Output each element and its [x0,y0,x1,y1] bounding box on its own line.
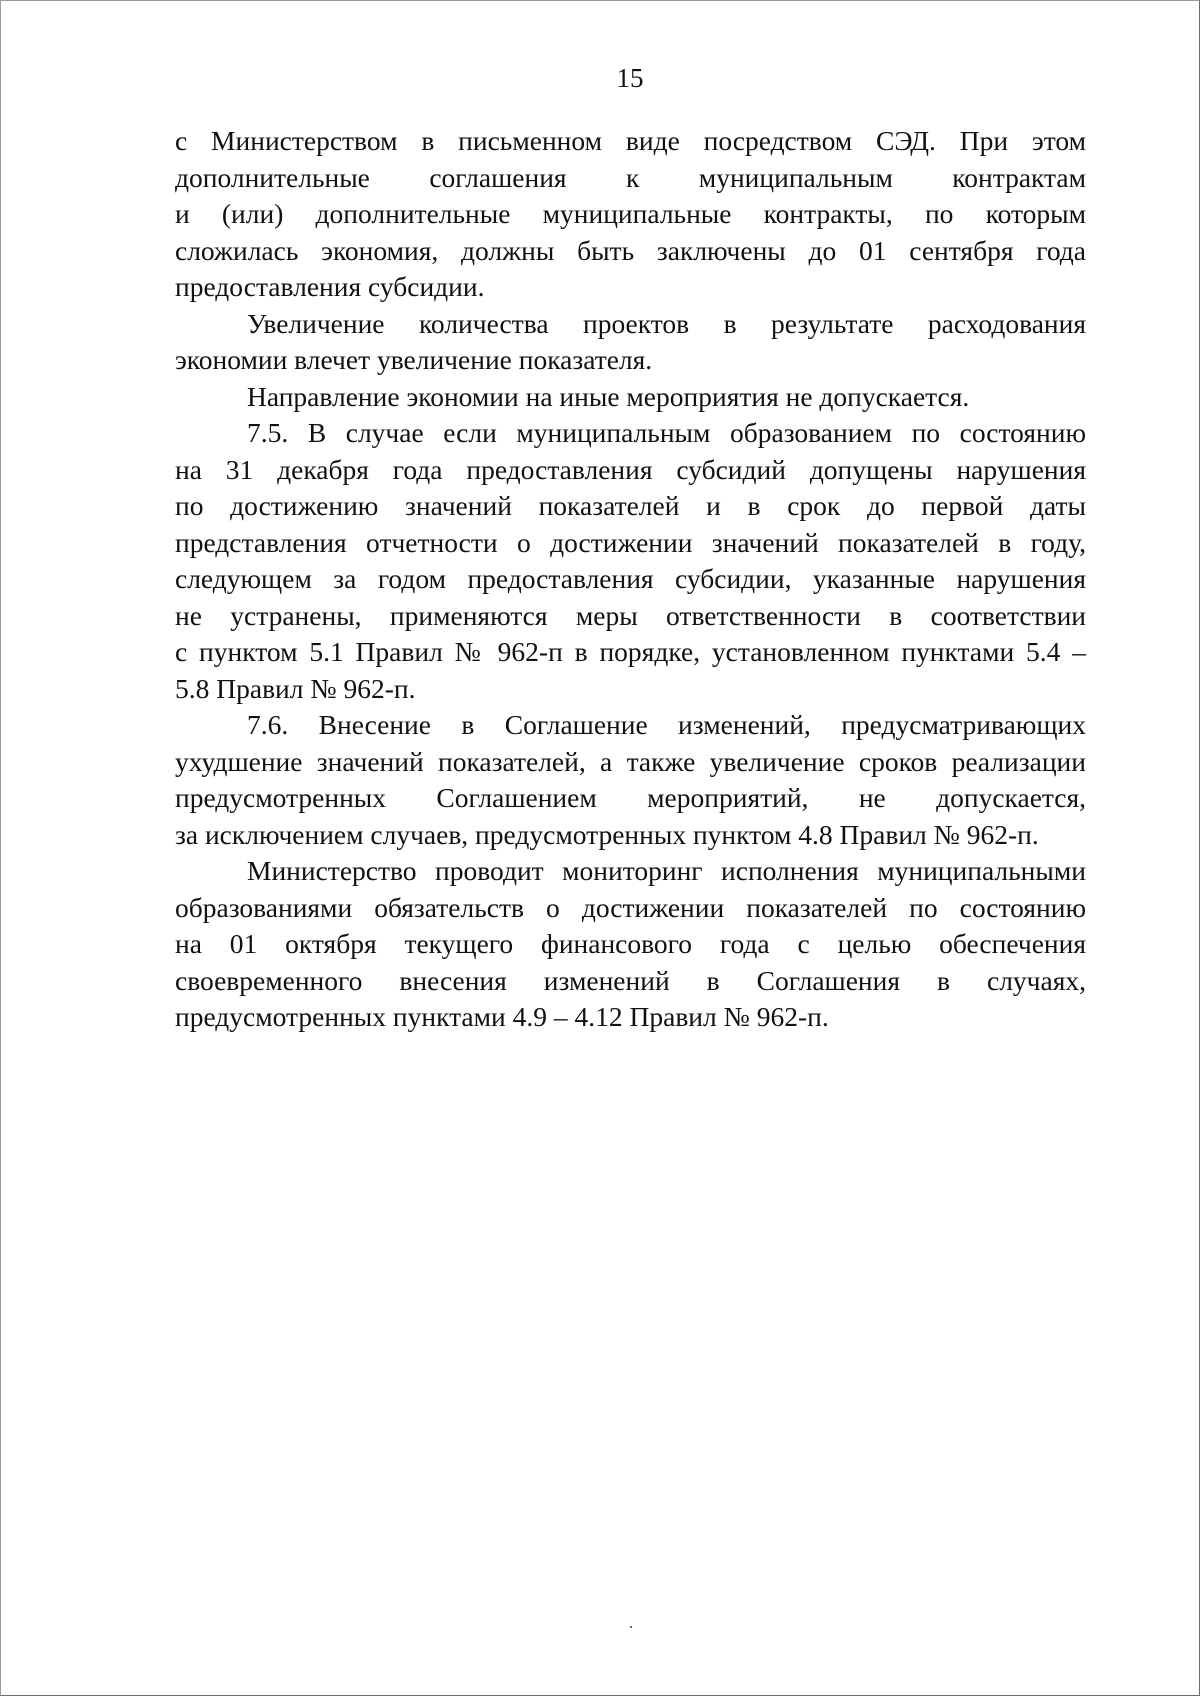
text-line: и (или) дополнительные муниципальные контракты, по которым [175,198,1086,229]
text-line: с Министерством в письменном виде посредством СЭД. При этом [175,125,1086,156]
text-line: на 31 декабря года предоставления субсидий допущены нарушения [175,453,1086,485]
text-line: своевременного внесения изменений в Соглашения в случаях, [175,964,1086,996]
paragraph-7-6 [175,707,1086,853]
text-line: за исключением случаев, предусмотренных пунктом 4.8 Правил № 962-п. [175,818,1039,850]
text-line: 7.5. В случае если муниципальным образованием по состоянию [247,417,1086,448]
text-line: не устранены, применяются меры ответственности в соответствии [175,599,1086,631]
text-line: следующем за годом предоставления субсидии, указанные нарушения [175,563,1086,594]
paragraph-continuation [175,123,1086,306]
paragraph-economy-direction [175,379,1086,416]
text-line: 7.6. Внесение в Соглашение изменений, предусматривающих [247,709,1086,740]
paragraph-7-5 [175,415,1086,707]
text-line: на 01 октября текущего финансового года с целью обеспечения [175,928,1086,959]
page-number: 15 [616,63,644,93]
document-body [175,123,1086,1036]
text-line: предусмотренных Соглашением мероприятий, не допускается, [175,782,1086,813]
paragraph-economy-increase [175,306,1086,379]
text-line: представления отчетности о достижении значений показателей в году, [175,526,1086,558]
text-line: дополнительные соглашения к муниципальным контрактам [175,161,1086,193]
text-line: Направление экономии на иные мероприятия не допускается. [247,380,970,412]
text-line: экономии влечет увеличение показателя. [175,344,653,375]
text-line: Увеличение количества проектов в результате расходования [247,307,1086,339]
text-line: предоставления субсидии. [175,271,485,302]
text-line: с пунктом 5.1 Правил № 962-п в порядке, установленном пунктами 5.4 – [175,636,1086,667]
text-line: ухудшение значений показателей, а также увеличение сроков реализации [175,745,1086,777]
text-line: образованиями обязательств о достижении показателей по состоянию [175,891,1086,923]
text-line: Министерство проводит мониторинг исполнения муниципальными [247,855,1086,886]
scan-artifact [630,1626,632,1628]
text-line: предусмотренных пунктами 4.9 – 4.12 Правил № 962-п. [175,1001,829,1032]
text-line: 5.8 Правил № 962-п. [175,672,416,704]
text-line: сложилась экономия, должны быть заключены до 01 сентября года [175,234,1086,266]
paragraph-monitoring [175,853,1086,1036]
text-line: по достижению значений показателей и в срок до первой даты [175,490,1086,521]
